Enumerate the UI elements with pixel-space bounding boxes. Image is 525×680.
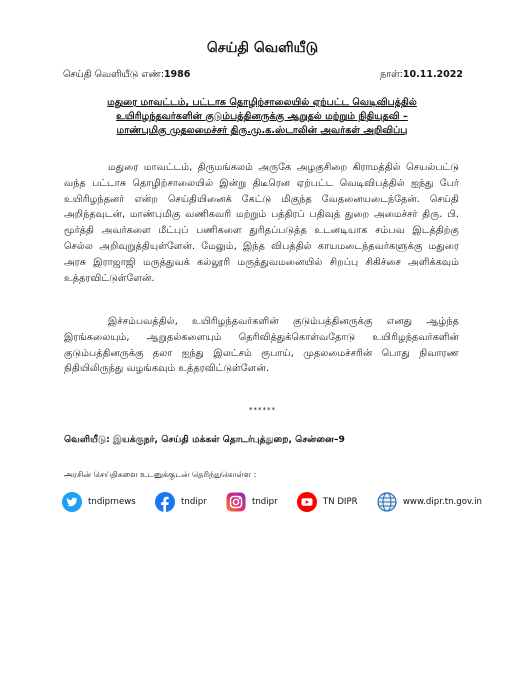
subject-line: மதுரை மாவட்டம், பட்டாசு தொழிற்சாலையில் ஏற்பட்ட வெடிவிபத்தில் (107, 97, 417, 108)
social-twitter[interactable] (62, 492, 136, 512)
social-facebook[interactable] (155, 492, 207, 512)
youtube-icon (297, 492, 317, 512)
reference-row (63, 69, 463, 81)
social-youtube[interactable] (297, 492, 358, 512)
follow-text: அரசின் செய்திகளை உடனுக்குடன் தெரிந்துகொள்ள : (64, 470, 257, 479)
social-label: tndipr (181, 497, 207, 507)
subject-line: உயிரிழந்தவர்களின் குடும்பத்தினருக்கு ஆறுதல் மற்றும் நிதியுதவி – (116, 111, 408, 122)
social-instagram[interactable] (226, 492, 278, 512)
release-number-label: செய்தி வெளியீடு எண்: (63, 69, 164, 80)
subject-line: மாண்புமிகு முதலமைச்சர் திரு.மு.க.ஸ்டாலின் அவர்கள் அறிவிப்பு (116, 125, 408, 136)
release-footer: வெளியீடு: இயக்குநர், செய்தி மக்கள் தொடர்புத்துறை, சென்னை–9 (64, 434, 345, 445)
twitter-icon (62, 492, 82, 512)
social-label: tndiprnews (88, 497, 136, 507)
globe-icon (377, 492, 397, 512)
body-paragraph-1: மதுரை மாவட்டம், திருமங்கலம் அருகே அழகுசிறை கிராமத்தில் செயல்பட்டு வந்த பட்டாசு தொழிற்சாலையில் இன்று திடீரென ஏற்பட்ட வெடிவிபத்தில் ஐந்து பேர் உயிரிழந்தனர் என்ற செய்தியினைக் கேட்டு மிகுந்த வேதனையடைந்தேன். செய்தி அறிந்தவுடன், மாண்புமிகு வணிகவரி மற்றும் பத்திரப் பதிவுத் துறை அமைச்சர் திரு. பி. மூர்த்தி அவர்களை மீட்புப் பணிகளை துரிதப்படுத்த உடனடியாக சம்பவ இடத்திற்கு செல்ல அறிவுறுத்தியுள்ளேன். மேலும், இந்த விபத்தில் காயமடைந்தவர்களுக்கு மதுரை அரசு இராஜாஜி மருத்துவக் கல்லூரி மருத்துவமனையில் சிறப்பு சிகிச்சை அளிக்கவும் உத்தரவிட்டுள்ளேன். (64, 162, 459, 284)
release-number-value: 1986 (163, 69, 191, 80)
subject-heading (66, 96, 458, 138)
release-date (380, 69, 463, 81)
instagram-icon (226, 492, 246, 512)
social-links (62, 492, 482, 512)
body-paragraph-2: இச்சம்பவத்தில், உயிரிழந்தவர்களின் குடும்பத்தினருக்கு எனது ஆழ்ந்த இரங்கலையும், ஆறுதல்களையும் தெரிவித்துக்கொள்வதோடு உயிரிழந்தவர்களின் குடும்பத்தினருக்கு தலா ஐந்து இலட்சம் ரூபாய், முதலமைச்சரின் பொது நிவாரண நிதியிலிருந்து வழங்கவும் உத்தரவிட்டுள்ளேன். (64, 316, 459, 375)
social-label: www.dipr.tn.gov.in (402, 497, 482, 507)
release-date-label: நாள்: (380, 69, 403, 80)
facebook-icon (155, 492, 175, 512)
release-number (63, 69, 190, 81)
document-title: செய்தி வெளியீடு (206, 40, 319, 56)
social-label: TN DIPR (322, 497, 358, 507)
release-date-value: 10.11.2022 (402, 69, 463, 80)
separator: ****** (249, 406, 276, 414)
social-website[interactable] (377, 492, 482, 512)
social-label: tndipr (251, 497, 278, 507)
